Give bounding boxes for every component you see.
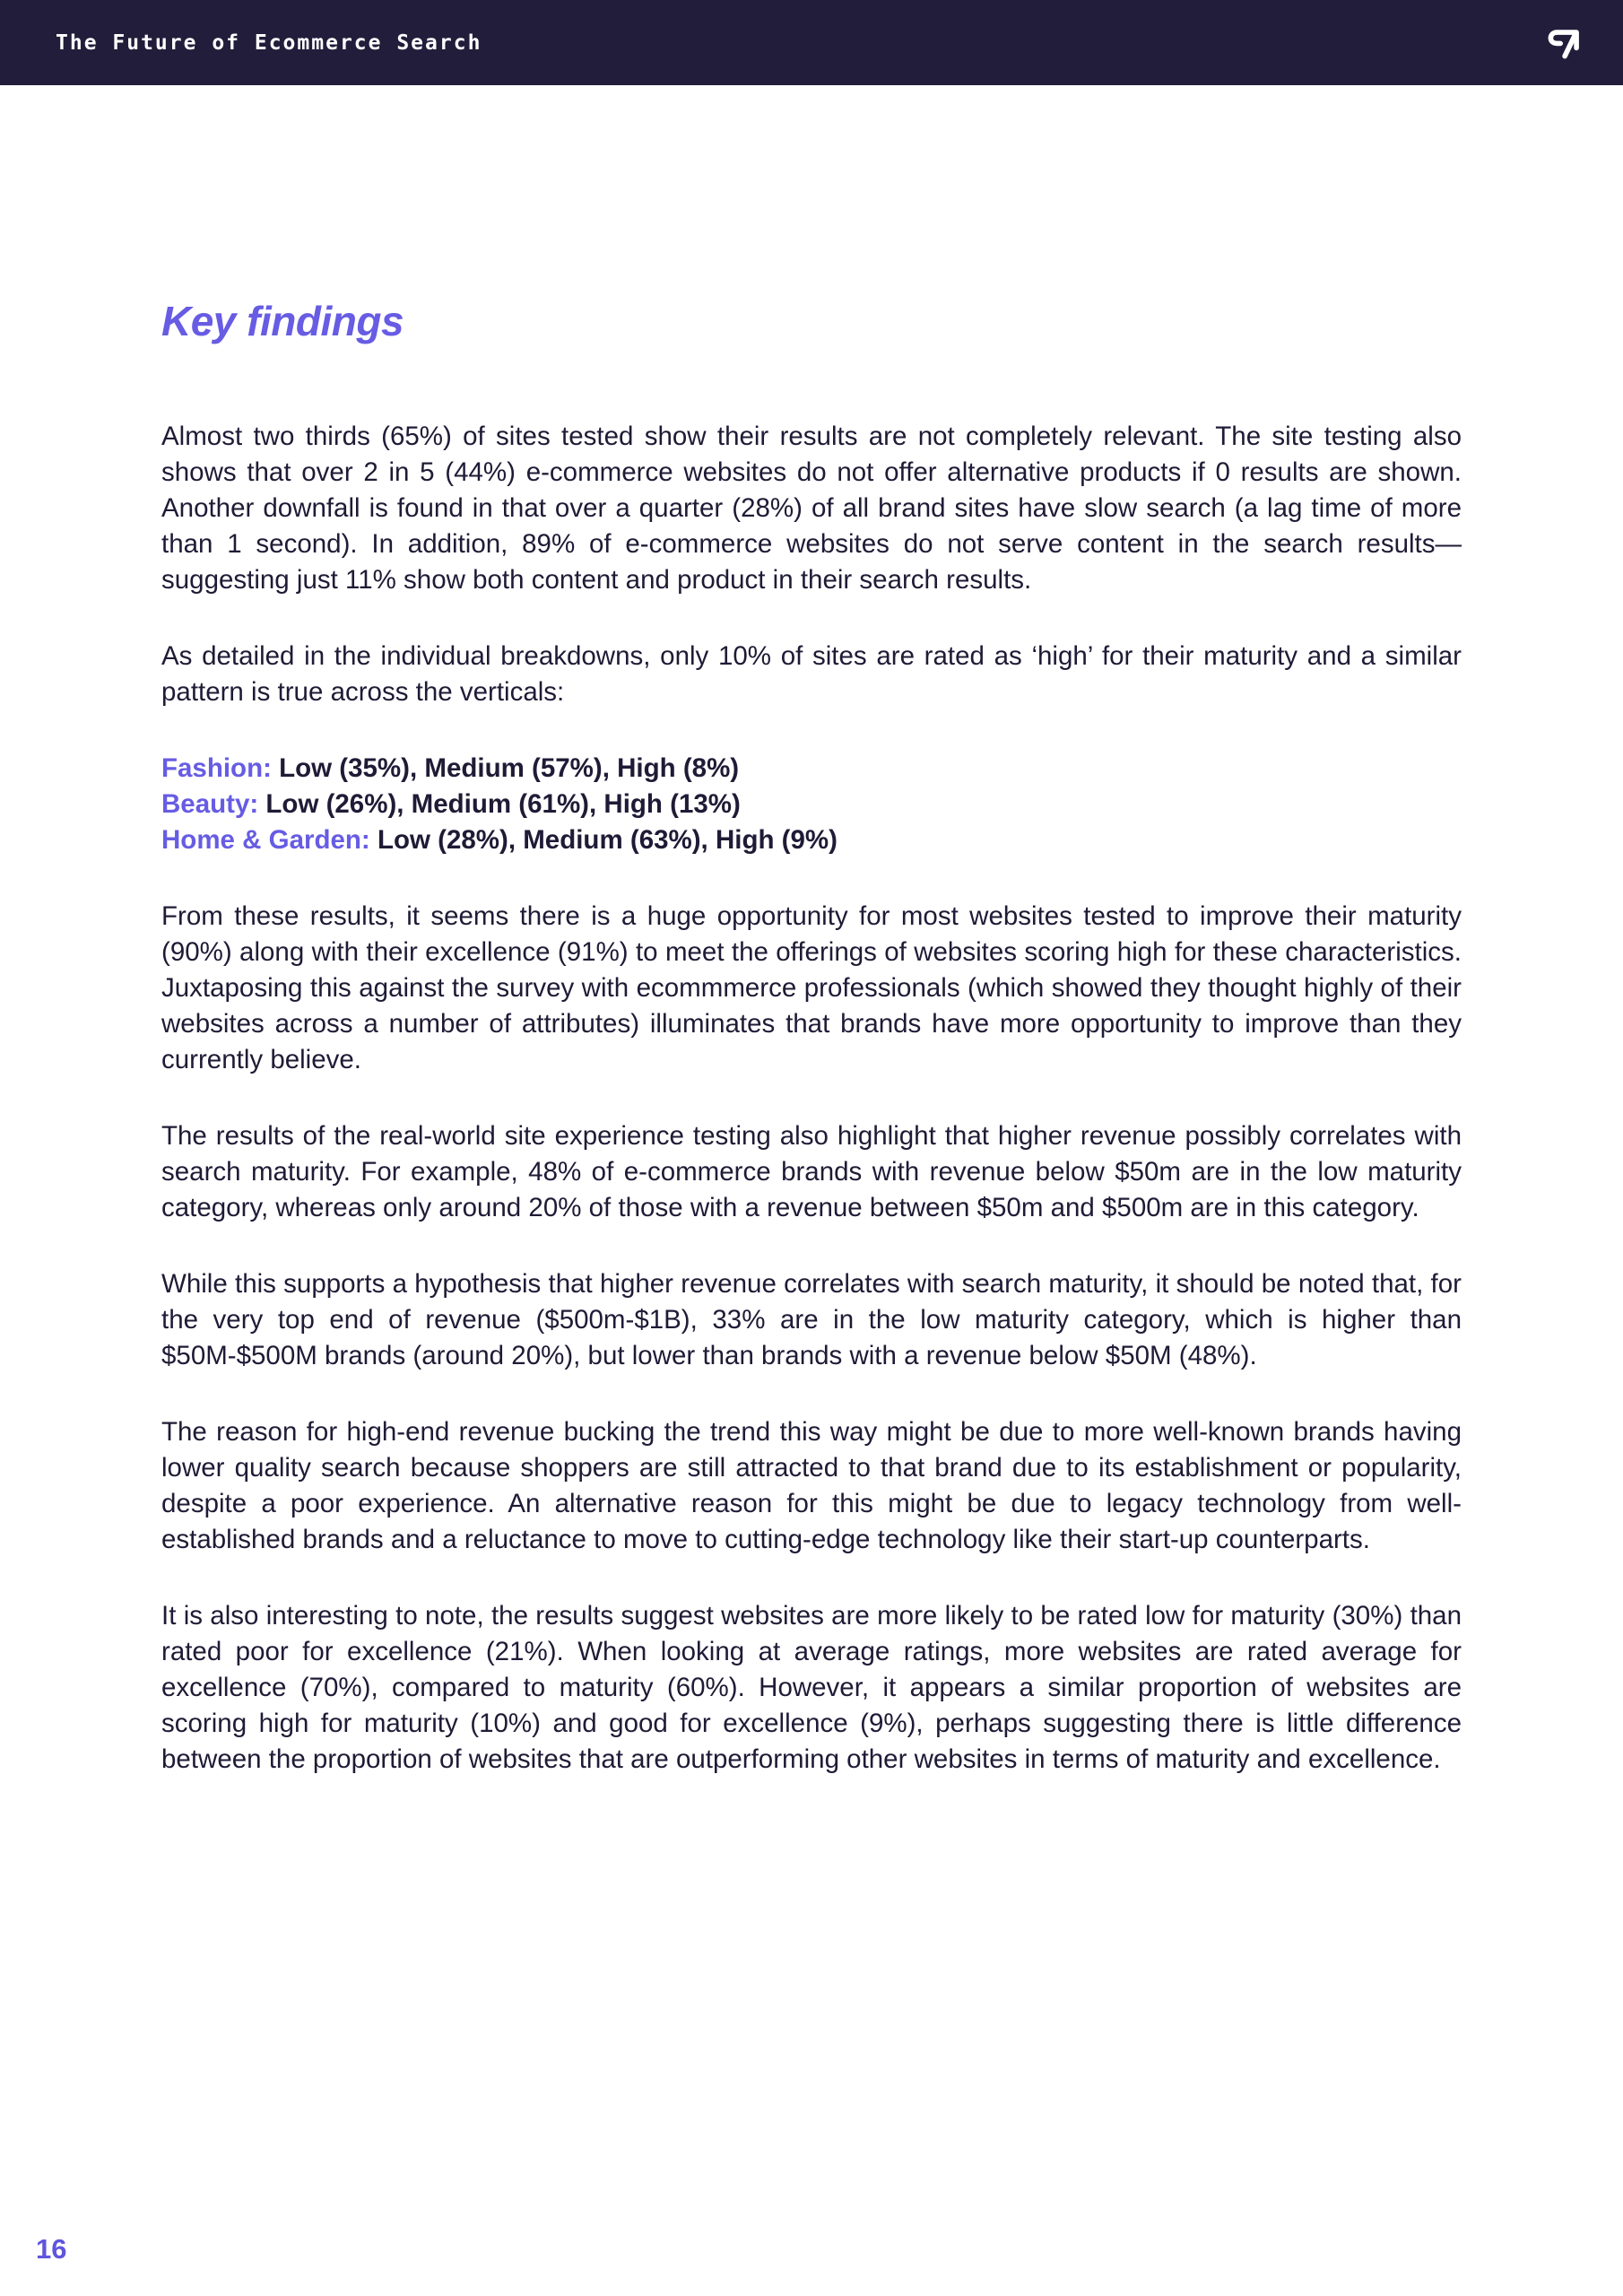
vertical-value: Low (28%), Medium (63%), High (9%) [369,825,838,855]
vertical-value: Low (35%), Medium (57%), High (8%) [271,753,740,783]
vertical-row-beauty [161,787,1462,822]
vertical-label: Home & Garden: [161,825,370,855]
section-heading: Key findings [161,298,404,344]
verticals-list [161,751,1462,858]
paragraph-ratings-comparison: It is also interesting to note, the results suggest websites are more likely to be rated low for maturity (30%) than rated poor for excellence (21%). When looking at average ratings, more websites are rated average for excellence (70%), compared to maturity (60%). However, it appears a similar proportion of websites are scoring high for maturity (10%) and good for excellence (9%), perhaps suggesting there is little difference between the proportion of websites that are outperforming other websites in terms of maturity and excellence. [161,1601,1462,1774]
paragraph-high-end-reason: The reason for high-end revenue bucking the trend this way might be due to more well-known brands having lower quality search because shoppers are still attracted to that brand due to its establishment or popularity, despite a poor experience. An alternative reason for this might be due to legacy technology from well-established brands and a reluctance to move to cutting-edge technology like their start-up counterparts. [161,1417,1462,1554]
paragraph-revenue-correlation: The results of the real-world site experience testing also highlight that higher revenue possibly correlates with search maturity. For example, 48% of e-commerce brands with revenue below $50m are in the low maturity category, whereas only around 20% of those with a revenue between $50m and $500m are in this category. [161,1121,1462,1222]
paragraph-opportunity: From these results, it seems there is a huge opportunity for most websites tested to improve their maturity (90%) along with their excellence (91%) to meet the offerings of websites scoring high for these characteristics. Juxtaposing this against the survey with ecommmerce professionals (which showed they thought highly of their websites across a number of attributes) illuminates that brands have more opportunity to improve than they currently believe. [161,901,1462,1074]
page-number: 16 [36,2233,67,2265]
paragraph-breakdown-intro: As detailed in the individual breakdowns, only 10% of sites are rated as ‘high’ for their maturity and a similar pattern is true across the verticals: [161,641,1462,707]
document-header-title: The Future of Ecommerce Search [56,30,482,55]
page-content [0,85,1623,1818]
paragraph-hypothesis: While this supports a hypothesis that higher revenue correlates with search maturity, it should be noted that, for the very top end of revenue ($500m-$1B), 33% are in the low maturity category, which is higher than $50M-$500M brands (around 20%), but lower than brands with a revenue below $50M (48%). [161,1269,1462,1370]
vertical-value: Low (26%), Medium (61%), High (13%) [258,789,741,819]
vertical-label: Beauty: [161,789,259,819]
document-header [0,0,1623,85]
vertical-row-fashion [161,751,1462,787]
vertical-label: Fashion: [161,753,272,783]
vertical-row-home-garden [161,822,1462,858]
arrow-up-right-logo-icon [1541,20,1587,66]
paragraph-key-stats: Almost two thirds (65%) of sites tested show their results are not completely relevant. The site testing also shows that over 2 in 5 (44%) e-commerce websites do not offer alternative products if 0 results are shown. Another downfall is found in that over a quarter (28%) of all brand sites have slow search (a lag time of more than 1 second). In addition, 89% of e-commerce websites do not serve content in the search results—suggesting just 11% show both content and product in their search results. [161,422,1462,595]
